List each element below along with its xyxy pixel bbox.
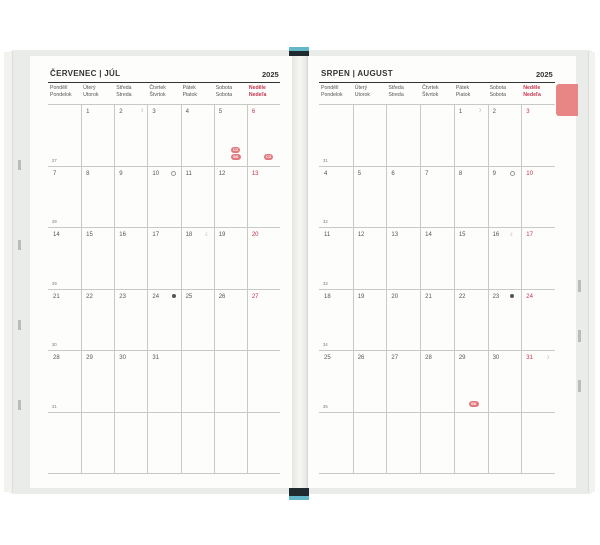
day-cell-number[interactable]: 27 <box>391 355 399 361</box>
week-number: 32 <box>323 219 328 224</box>
day-cell-number[interactable]: 14 <box>425 232 432 238</box>
week-number: 35 <box>323 403 328 409</box>
grid-row-line <box>48 412 280 413</box>
day-cell-number[interactable]: 4 <box>185 109 189 115</box>
grid-column-line <box>114 104 115 473</box>
moon-first-quarter-icon: ☽ <box>477 108 482 114</box>
edge-tab-mark <box>578 330 581 342</box>
day-cell-number[interactable]: 10 <box>152 170 160 177</box>
moon-first-quarter-icon: ☽ <box>545 355 550 361</box>
day-cell-number[interactable]: 29 <box>86 355 93 361</box>
day-cell-number[interactable]: 17 <box>152 232 160 238</box>
grid-row-line <box>319 166 555 167</box>
moon-full-icon <box>172 294 176 298</box>
edge-tab-mark <box>18 320 21 330</box>
grid-row-line <box>319 227 555 228</box>
day-cell-number[interactable]: 9 <box>492 170 496 177</box>
day-cell-number[interactable]: 18 <box>185 232 193 238</box>
holiday-badge-cz: CZ <box>233 147 239 152</box>
header-rule-left <box>48 82 280 83</box>
grid-column-line <box>247 104 248 473</box>
day-cell-number[interactable]: 23 <box>119 293 126 300</box>
day-cell-number[interactable]: 4 <box>324 170 328 177</box>
day-cell-number[interactable]: 24 <box>152 293 160 300</box>
day-name-label: Pátek <box>182 85 196 91</box>
day-cell-number[interactable]: 9 <box>119 170 123 177</box>
grid-row-line <box>48 289 280 290</box>
day-cell-number[interactable]: 29 <box>458 355 466 361</box>
day-cell-number[interactable]: 11 <box>185 170 192 177</box>
day-cell-number[interactable]: 14 <box>53 232 60 238</box>
day-name-label: Úterý <box>83 85 96 91</box>
day-cell-number[interactable]: 12 <box>218 170 226 177</box>
day-cell-number[interactable]: 8 <box>86 170 90 177</box>
week-number: 31 <box>52 403 57 409</box>
week-number: 31 <box>323 157 328 163</box>
day-cell-number[interactable]: 20 <box>391 293 399 300</box>
day-cell-number[interactable]: 19 <box>218 232 226 238</box>
grid-row-line <box>48 166 280 167</box>
day-cell-number[interactable]: 5 <box>357 170 362 177</box>
holiday-badge-sk: SK <box>471 401 477 406</box>
grid-row-line <box>319 473 555 474</box>
moon-first-quarter-icon: ☽ <box>139 108 144 114</box>
grid-row-line <box>48 104 280 105</box>
grid-column-line <box>386 104 387 473</box>
grid-row-line <box>48 227 280 228</box>
day-cell-number[interactable]: 5 <box>218 109 223 115</box>
day-name-label: Nedeľa <box>248 92 267 98</box>
day-name-label: Pondělí <box>321 85 339 91</box>
day-name-label: Pondělí <box>50 85 68 91</box>
day-name-label: Čtvrtek <box>422 85 439 91</box>
edge-tab-mark <box>18 160 21 170</box>
day-cell-number[interactable]: 1 <box>86 109 90 115</box>
day-cell-number[interactable]: 7 <box>425 170 429 177</box>
day-cell-number[interactable]: 27 <box>251 293 259 300</box>
day-cell-number[interactable]: 20 <box>251 232 259 238</box>
day-name-label: Sobota <box>489 92 507 98</box>
grid-column-line <box>420 104 421 473</box>
day-cell-number[interactable]: 16 <box>492 232 500 238</box>
day-cell-number[interactable]: 17 <box>526 232 533 238</box>
moon-last-quarter-icon: ☾ <box>510 232 515 238</box>
day-name-label: Sobota <box>215 92 233 98</box>
day-cell-number[interactable]: 13 <box>251 170 259 177</box>
edge-tab-mark <box>18 400 21 410</box>
moon-new-icon <box>171 171 176 176</box>
day-cell-number[interactable]: 25 <box>324 355 331 361</box>
week-number: 27 <box>52 157 57 163</box>
day-cell-number[interactable]: 16 <box>119 232 126 238</box>
grid-column-line <box>488 104 489 473</box>
day-cell-number[interactable]: 26 <box>357 355 365 361</box>
day-cell-number[interactable]: 10 <box>526 170 533 177</box>
day-cell-number[interactable]: 28 <box>53 355 60 361</box>
week-number: 34 <box>323 342 328 347</box>
edge-tab-mark <box>18 240 21 250</box>
day-cell-number[interactable]: 31 <box>152 355 160 361</box>
book-gutter <box>292 56 307 488</box>
day-name-label: Středa <box>388 85 404 91</box>
grid-column-line <box>147 104 148 473</box>
edge-tab-mark <box>578 280 581 292</box>
day-cell-number[interactable]: 21 <box>53 293 60 300</box>
day-cell-number[interactable]: 30 <box>119 355 126 361</box>
week-number: 30 <box>52 342 57 347</box>
day-name-label: Neděle <box>248 85 266 91</box>
day-cell-number[interactable]: 25 <box>185 293 193 300</box>
day-cell-number[interactable]: 3 <box>152 109 156 115</box>
edge-tab-mark <box>578 380 581 392</box>
week-number: 33 <box>323 280 328 286</box>
day-name-label: Pátek <box>455 85 470 91</box>
month-title-left: ČERVENEC | JÚL <box>50 69 121 78</box>
day-cell-number[interactable]: 8 <box>458 170 463 177</box>
day-cell-number[interactable]: 23 <box>492 293 500 300</box>
grid-column-line <box>81 104 82 473</box>
day-cell-number[interactable]: 15 <box>86 232 93 238</box>
grid-column-line <box>214 104 215 473</box>
day-cell-number[interactable]: 31 <box>526 355 533 361</box>
cover-left-edge <box>4 52 13 492</box>
day-name-label: Streda <box>388 92 404 98</box>
day-name-label: Utorok <box>83 92 99 98</box>
right-page <box>307 56 576 488</box>
grid-row-line <box>319 289 555 290</box>
day-name-label: Neděle <box>523 85 541 91</box>
day-cell-number[interactable]: 7 <box>53 170 57 177</box>
year-left: 2025 <box>262 70 279 79</box>
day-name-label: Štvrtok <box>422 92 439 98</box>
day-name-label: Středa <box>116 85 132 91</box>
bookmark-ribbon-bottom <box>289 486 309 500</box>
grid-row-line <box>48 350 280 351</box>
day-name-label: Úterý <box>354 85 368 91</box>
day-cell-number[interactable]: 18 <box>324 293 331 300</box>
day-name-label: Sobota <box>489 85 507 91</box>
week-number: 28 <box>52 219 57 224</box>
moon-new-icon <box>510 171 515 176</box>
day-cell-number[interactable]: 26 <box>218 293 226 300</box>
grid-column-line <box>181 104 182 473</box>
day-cell-number[interactable]: 30 <box>492 355 500 361</box>
day-name-label: Pondelok <box>50 92 72 98</box>
day-cell-number[interactable]: 2 <box>492 109 496 115</box>
holiday-badge-sk: SK <box>233 154 239 159</box>
cover-right-edge <box>588 52 595 492</box>
moon-full-icon <box>510 294 514 298</box>
grid-row-line <box>48 473 280 474</box>
day-name-label: Štvrtok <box>149 92 166 98</box>
grid-column-line <box>353 104 354 473</box>
day-cell-number[interactable]: 22 <box>86 293 93 300</box>
day-cell-number[interactable]: 19 <box>357 293 365 300</box>
holiday-badge-cz: CZ <box>266 154 272 159</box>
year-right: 2025 <box>536 70 553 79</box>
week-number: 29 <box>52 280 57 286</box>
day-cell-number[interactable]: 1 <box>458 109 463 115</box>
day-name-label: Sobota <box>215 85 233 91</box>
day-cell-number[interactable]: 11 <box>324 232 331 238</box>
day-cell-number[interactable]: 21 <box>425 293 432 300</box>
header-rule-right <box>319 82 555 83</box>
day-name-label: Čtvrtek <box>149 85 166 91</box>
grid-column-line <box>454 104 455 473</box>
day-cell-number[interactable]: 13 <box>391 232 399 238</box>
grid-column-line <box>521 104 522 473</box>
day-name-label: Piatok <box>455 92 471 98</box>
day-cell-number[interactable]: 12 <box>357 232 365 238</box>
day-cell-number[interactable]: 6 <box>391 170 395 177</box>
left-page <box>30 56 293 488</box>
day-name-label: Pondelok <box>321 92 343 98</box>
day-cell-number[interactable]: 6 <box>251 109 256 115</box>
day-cell-number[interactable]: 3 <box>526 109 530 115</box>
grid-row-line <box>319 350 555 351</box>
day-cell-number[interactable]: 22 <box>458 293 466 300</box>
day-name-label: Piatok <box>182 92 197 98</box>
month-title-right: SRPEN | AUGUST <box>321 69 393 78</box>
day-name-label: Utorok <box>354 92 370 98</box>
grid-row-line <box>319 104 555 105</box>
day-name-label: Nedeľa <box>523 92 541 98</box>
day-cell-number[interactable]: 2 <box>119 109 123 115</box>
day-name-label: Streda <box>116 92 132 98</box>
day-cell-number[interactable]: 15 <box>458 232 466 238</box>
month-index-tab[interactable] <box>556 84 578 116</box>
moon-last-quarter-icon: ☾ <box>205 232 210 238</box>
day-cell-number[interactable]: 24 <box>526 293 533 300</box>
grid-row-line <box>319 412 555 413</box>
day-cell-number[interactable]: 28 <box>425 355 432 361</box>
